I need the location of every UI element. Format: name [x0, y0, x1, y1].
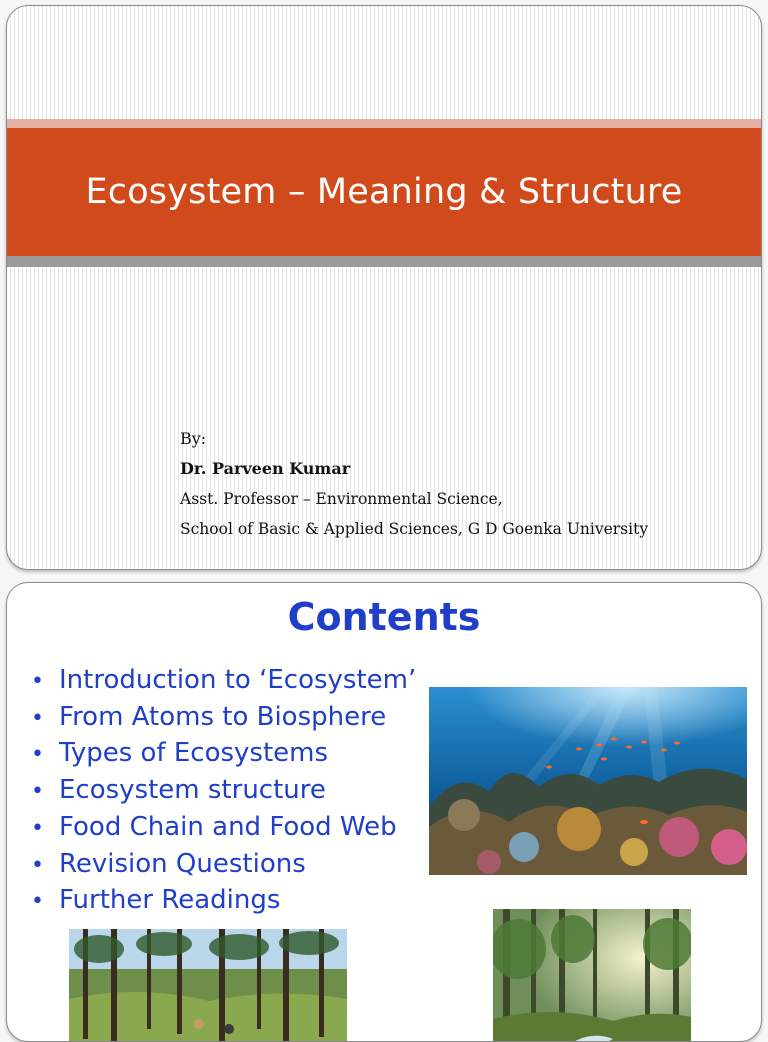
contents-heading: Contents: [287, 595, 481, 639]
bullet-icon: •: [31, 815, 44, 841]
forest-stream-image: [493, 909, 691, 1042]
list-item: [31, 847, 416, 884]
list-item-label: Food Chain and Food Web: [59, 811, 397, 842]
list-item-label: Introduction to ‘Ecosystem’: [59, 665, 417, 695]
list-item-label: From Atoms to Biosphere: [59, 701, 387, 732]
contents-slide: [6, 582, 762, 1042]
by-label: By:: [180, 429, 207, 448]
list-item: [31, 700, 416, 737]
title-bar: [7, 128, 761, 256]
list-item: [31, 736, 416, 773]
author-role: Asst. Professor – Environmental Science,: [180, 490, 503, 508]
title-band-top: [7, 119, 761, 128]
slide-title: Ecosystem – Meaning & Structure: [85, 172, 683, 212]
author-name: Dr. Parveen Kumar: [180, 459, 351, 478]
list-item: [31, 883, 416, 920]
list-item: [31, 810, 416, 847]
coral-reef-image: [429, 687, 747, 875]
list-item: [31, 663, 416, 700]
list-item: [31, 773, 416, 810]
contents-list: [31, 663, 416, 920]
bullet-icon: •: [31, 669, 44, 694]
author-school: School of Basic & Applied Sciences, G D Goenka University: [180, 520, 649, 538]
byline: [180, 424, 648, 544]
list-item-label: Further Readings: [59, 885, 281, 916]
forest-hikers-image: [69, 929, 347, 1042]
list-item-label: Revision Questions: [59, 848, 306, 879]
list-item-label: Types of Ecosystems: [59, 738, 329, 769]
bullet-icon: •: [31, 852, 44, 878]
list-item-label: Ecosystem structure: [59, 775, 326, 806]
bullet-icon: •: [31, 779, 44, 805]
bullet-icon: •: [31, 889, 44, 915]
title-slide: [6, 5, 762, 570]
title-band-bottom: [7, 256, 761, 267]
bullet-icon: •: [31, 742, 44, 768]
bullet-icon: •: [31, 705, 44, 731]
